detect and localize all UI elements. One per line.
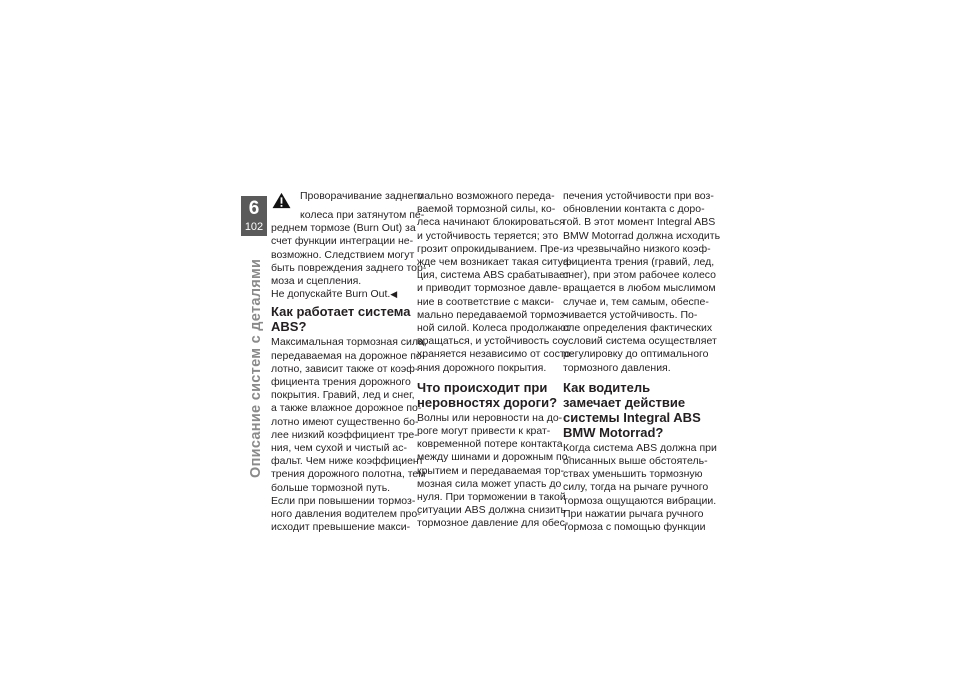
body-line: ной силой. Колеса продолжают bbox=[417, 322, 571, 335]
body-line: сле определения фактических bbox=[563, 322, 713, 335]
body-line: трения дорожного полотна, тем bbox=[271, 468, 426, 481]
body-line: ние в соответствие с макси- bbox=[417, 295, 554, 308]
warning-text-line: моза и сцепления. bbox=[271, 275, 362, 288]
section-heading-abs: Как работает система ABS? bbox=[271, 304, 411, 335]
body-line: фальт. Чем ниже коэффициент bbox=[271, 455, 424, 468]
body-line: снег), при этом рабочее колесо bbox=[563, 269, 717, 282]
body-line: описанных выше обстоятель- bbox=[563, 455, 708, 468]
body-line: ция, система ABS срабатывает bbox=[417, 269, 570, 282]
body-line: грозит опрокидыванием. Пре- bbox=[417, 242, 563, 255]
body-line: и устойчивость теряется; это bbox=[417, 229, 559, 242]
text-column-3 bbox=[563, 190, 721, 534]
body-line: мально возможного переда- bbox=[417, 190, 555, 202]
text-column-2 bbox=[417, 190, 574, 531]
body-line: Если при повышении тормоз- bbox=[271, 494, 416, 507]
body-line: больше тормозной путь. bbox=[271, 481, 391, 494]
body-line: жде чем возникает такая ситуа- bbox=[417, 256, 573, 269]
body-line: BMW Motorrad должна исходить bbox=[563, 229, 721, 242]
body-line: тормоза ощущаются вибрации. bbox=[563, 494, 717, 507]
body-line: условий система осуществляет bbox=[563, 335, 717, 348]
chapter-tab bbox=[241, 196, 267, 236]
warning-text-line: Проворачивание заднего bbox=[300, 190, 423, 202]
body-line: ситуации ABS должна снизить bbox=[417, 504, 566, 517]
body-line: ваемой тормозной силы, ко- bbox=[417, 203, 556, 216]
body-line: вращается в любом мыслимом bbox=[563, 282, 716, 295]
body-line: передаваемая на дорожное по- bbox=[271, 349, 426, 362]
body-line: вращаться, и устойчивость со- bbox=[417, 335, 567, 348]
body-line: ствах уменьшить тормозную bbox=[563, 468, 703, 481]
text-column-1 bbox=[271, 190, 427, 534]
body-line: тормоза с помощью функции bbox=[563, 521, 706, 534]
body-line: регулировку до оптимального bbox=[563, 348, 709, 361]
body-line: покрытия. Гравий, лед и снег, bbox=[271, 389, 415, 402]
section-heading-road-bumps: Что происходит при неровностях дороги? bbox=[417, 379, 558, 410]
warning-text-line: реднем тормозе (Burn Out) за bbox=[271, 222, 416, 235]
warning-text-line: быть повреждения заднего тор- bbox=[271, 261, 427, 274]
body-line: чивается устойчивость. По- bbox=[563, 308, 698, 321]
warning-triangle-icon bbox=[271, 192, 292, 209]
chapter-number: 6 bbox=[248, 198, 260, 219]
body-line: исходит превышение макси- bbox=[271, 521, 411, 534]
body-line: лотно имеют существенно бо- bbox=[271, 415, 419, 428]
body-line: лотно, зависит также от коэф- bbox=[271, 362, 419, 375]
body-line: обновлении контакта с доро- bbox=[563, 203, 705, 216]
warning-text-line: возможно. Следствием могут bbox=[271, 248, 415, 261]
body-line: печения устойчивости при воз- bbox=[563, 190, 714, 202]
end-mark-icon: ◀ bbox=[390, 289, 398, 300]
body-line: нуля. При торможении в такой bbox=[417, 491, 566, 504]
warning-text-line bbox=[271, 288, 411, 301]
body-line: ного давления водителем про- bbox=[271, 508, 421, 521]
body-line: тормозного давления. bbox=[563, 361, 671, 374]
body-line: роге могут привести к крат- bbox=[417, 425, 551, 438]
body-line: а также влажное дорожное по- bbox=[271, 402, 422, 415]
body-line: ковременной потере контакта bbox=[417, 438, 563, 451]
body-line: тормозное давление для обес- bbox=[417, 517, 569, 530]
page-number: 102 bbox=[244, 221, 264, 233]
warning-first-line bbox=[271, 190, 423, 209]
body-line: Волны или неровности на до- bbox=[417, 411, 563, 424]
body-line: из чрезвычайно низкого коэф- bbox=[563, 242, 711, 255]
body-line: Когда система ABS должна при bbox=[563, 441, 717, 454]
warning-text-line: счет функции интеграции не- bbox=[271, 235, 414, 248]
body-line: храняется независимо от состо- bbox=[417, 348, 574, 361]
body-line: лее низкий коэффициент тре- bbox=[271, 428, 418, 441]
warning-last-text: Не допускайте Burn Out. bbox=[271, 288, 391, 301]
body-line: между шинами и дорожным по- bbox=[417, 451, 572, 464]
body-line: случае и, тем самым, обеспе- bbox=[563, 295, 709, 308]
body-line: При нажатии рычага ручного bbox=[563, 507, 704, 520]
body-line: яния дорожного покрытия. bbox=[417, 361, 547, 374]
body-line: мозная сила может упасть до bbox=[417, 477, 562, 490]
body-line: фициента трения (гравий, лед, bbox=[563, 256, 715, 269]
chapter-side-title: Описание систем с деталями bbox=[248, 258, 264, 478]
section-heading-rider-notice: Как водитель замечает действие системы Integral ABS BMW Motorrad? bbox=[563, 379, 701, 440]
body-line: леса начинают блокироваться bbox=[417, 216, 565, 229]
body-line: фициента трения дорожного bbox=[271, 376, 411, 389]
warning-text-line: колеса при затянутом пе- bbox=[300, 209, 425, 221]
body-line: Максимальная тормозная сила, bbox=[271, 336, 427, 349]
body-line: силу, тогда на рычаге ручного bbox=[563, 481, 709, 494]
body-line: ния, чем сухой и чистый ас- bbox=[271, 442, 407, 455]
body-line: и приводит тормозное давле- bbox=[417, 282, 562, 295]
body-line: мально передаваемой тормоз- bbox=[417, 308, 568, 321]
body-line: крытием и передаваемая тор- bbox=[417, 464, 565, 477]
body-line: гой. В этот момент Integral ABS bbox=[563, 216, 716, 229]
